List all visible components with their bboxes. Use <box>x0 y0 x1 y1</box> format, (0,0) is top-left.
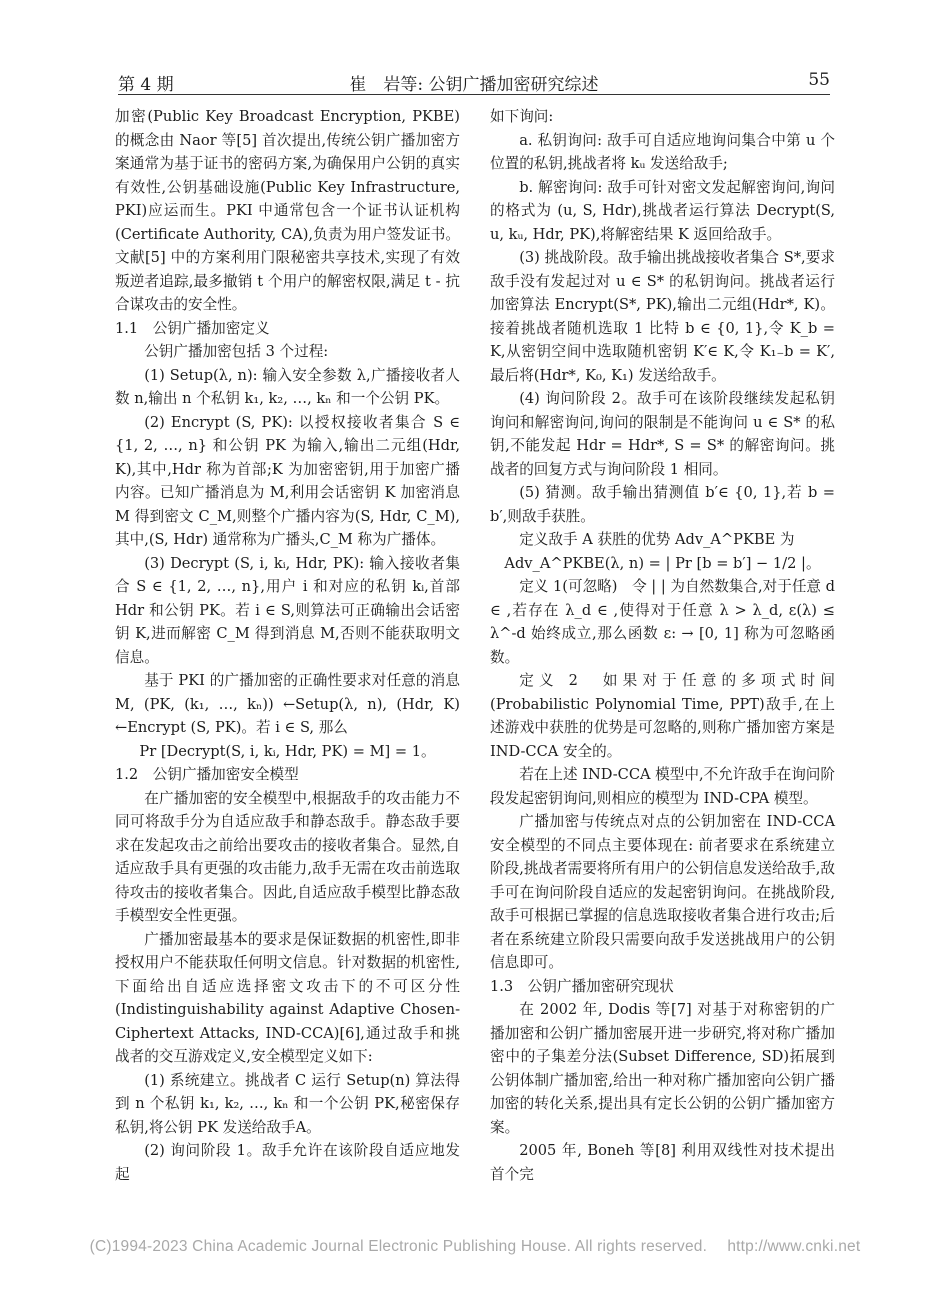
section-heading: 1.1 公钥广播加密定义 <box>115 319 270 337</box>
paragraph: 广播加密最基本的要求是保证数据的机密性,即非授权用户不能获取任何明文信息。针对数据的机密性,下面给出自适应选择密文攻击下的不可区分性(Indistinguishability against Adaptive Chosen-Ciphertext Attacks, IND-CCA)[6],通过敌手和挑战者的交互游戏定义,安全模型定义如下: <box>115 930 460 1065</box>
section-heading: 1.3 公钥广播加密研究现状 <box>490 977 674 995</box>
left-column <box>115 105 460 1186</box>
paragraph: 加密(Public Key Broadcast Encryption, PKBE)的概念由 Naor 等[5] 首次提出,传统公钥广播加密方案通常为基于证书的密码方案,为确保用户公钥的真实有效性,公钥基础设施(Public Key Infrastructure, PKI)应运而生。PKI 中通常包含一个证书认证机构(Certificate Authority, CA),负责为用户签发证书。文献[5] 中的方案利用门限秘密共享技术,实现了有效叛逆者追踪,最多撤销 t 个用户的解密权限,满足 t - 抗合谋攻击的安全性。 <box>115 108 460 313</box>
running-title: 崔 岩等: 公钥广播加密研究综述 <box>349 75 599 95</box>
paragraph: 如下询问: <box>490 108 554 125</box>
paragraph: a. 私钥询问: 敌手可自适应地询问集合中第 u 个位置的私钥,挑战者将 kᵤ 发送给敌手; <box>490 131 835 172</box>
equation: Adv_A^PKBE(λ, n) = | Pr [b = b′] − 1/2 |。 <box>504 554 821 572</box>
paragraph: 定义 2 如果对于任意的多项式时间(Probabilistic Polynomial Time, PPT)敌手,在上述游戏中获胜的优势是可忽略的,则称广播加密方案是 IND-CCA 安全的。 <box>490 672 835 760</box>
paragraph: (4) 询问阶段 2。敌手可在该阶段继续发起私钥询问和解密询问,询问的限制是不能询问 u ∈ S* 的私钥,不能发起 Hdr = Hdr*, S = S* 的解密询问。挑战者的回复方式与询问阶段 1 相同。 <box>490 390 835 478</box>
paragraph: (5) 猜测。敌手输出猜测值 b′∈ {0, 1},若 b = b′,则敌手获胜。 <box>490 484 835 525</box>
paragraph: 2005 年, Boneh 等[8] 利用双线性对技术提出首个完 <box>490 1142 835 1183</box>
paragraph: 在 2002 年, Dodis 等[7] 对基于对称密钥的广播加密和公钥广播加密展开进一步研究,将对称广播加密中的子集差分法(Subset Difference, SD)拓展到公钥体制广播加密,给出一种对称广播加密向公钥广播加密的转化关系,提出具有定长公钥的公钥广播加密方案。 <box>490 1001 835 1136</box>
paragraph: (2) 询问阶段 1。敌手允许在该阶段自适应地发起 <box>115 1142 460 1183</box>
paragraph: (1) Setup(λ, n): 输入安全参数 λ,广播接收者人数 n,输出 n 个私钥 k₁, k₂, …, kₙ 和一个公钥 PK。 <box>115 366 460 407</box>
issue-number: 第 4 期 <box>118 75 174 95</box>
paragraph: 若在上述 IND-CCA 模型中,不允许敌手在询问阶段发起密钥询问,则相应的模型为 IND-CPA 模型。 <box>490 766 835 807</box>
paragraph: 在广播加密的安全模型中,根据敌手的攻击能力不同可将敌手分为自适应敌手和静态敌手。静态敌手要求在发起攻击之前给出要攻击的接收者集合。显然,自适应敌手具有更强的攻击能力,敌手无需在攻击前选取待攻击的接收者集合。因此,自适应敌手模型比静态敌手模型安全性更强。 <box>115 789 460 924</box>
paragraph: 公钥广播加密包括 3 个过程: <box>144 343 329 360</box>
equation: Pr [Decrypt(S, i, kᵢ, Hdr, PK) = M] = 1。 <box>139 742 436 760</box>
running-header <box>118 62 830 95</box>
paragraph: 定义敌手 A 获胜的优势 Adv_A^PKBE 为 <box>519 531 795 548</box>
paragraph: 定义 1(可忽略) 令 | | 为自然数集合,对于任意 d ∈ ,若存在 λ_d ∈ ,使得对于任意 λ > λ_d, ε(λ) ≤ λ^-d 始终成立,那么函数 ε: → [0, 1] 称为可忽略函数。 <box>490 578 835 666</box>
paragraph: b. 解密询问: 敌手可针对密文发起解密询问,询问的格式为 (u, S, Hdr),挑战者运行算法 Decrypt(S, u, kᵤ, Hdr, PK),将解密结果 K 返回给敌手。 <box>490 178 835 243</box>
paragraph: (2) Encrypt (S, PK): 以授权接收者集合 S ∈ {1, 2, …, n} 和公钥 PK 为输入,输出二元组(Hdr, K),其中,Hdr 称为首部;K 为加密密钥,用于加密广播内容。已知广播消息为 M,利用会话密钥 K 加密消息 M 得到密文 C_M,则整个广播内容为(S, Hdr, C_M),其中,(S, Hdr) 通常称为广播头,C_M 称为广播体。 <box>115 413 460 548</box>
section-heading: 1.2 公钥广播加密安全模型 <box>115 766 299 783</box>
paragraph: (1) 系统建立。挑战者 C 运行 Setup(n) 算法得到 n 个私钥 k₁, k₂, …, kₙ 和一个公钥 PK,秘密保存私钥,将公钥 PK 发送给敌手A。 <box>115 1071 460 1136</box>
page-number: 55 <box>808 70 830 90</box>
paragraph: (3) Decrypt (S, i, kᵢ, Hdr, PK): 输入接收者集合 S ∈ {1, 2, …, n},用户 i 和对应的私钥 kᵢ,首部 Hdr 和公钥 PK。若 i ∈ S,则算法可正确输出会话密钥 K,进而解密 C_M 得到消息 M,否则不能获取明文信息。 <box>115 554 460 666</box>
right-column <box>490 105 835 1186</box>
paragraph: 广播加密与传统点对点的公钥加密在 IND-CCA 安全模型的不同点主要体现在: 前者要求在系统建立阶段,挑战者需要将所有用户的公钥信息发送给敌手,敌手可在询问阶段自适应的发起密钥询问。在挑战阶段,敌手可根据已掌握的信息选取接收者集合进行攻击;后者在系统建立阶段只需要向敌手发送挑战用户的公钥信息即可。 <box>490 813 835 971</box>
paragraph: 基于 PKI 的广播加密的正确性要求对任意的消息 M, (PK, (k₁, …, kₙ)) ←Setup(λ, n), (Hdr, K) ←Encrypt (S, PK)。若 i ∈ S, 那么 <box>115 672 460 736</box>
paragraph: (3) 挑战阶段。敌手输出挑战接收者集合 S*,要求敌手没有发起过对 u ∈ S* 的私钥询问。挑战者运行加密算法 Encrypt(S*, PK),输出二元组(Hdr*, K)。接着挑战者随机选取 1 比特 b ∈ {0, 1},令 K_b = K,从密钥空间中选取随机密钥 K′∈ K,令 K₁₋b = K′,最后将(Hdr*, K₀, K₁) 发送给敌手。 <box>490 249 835 384</box>
copyright-footer: (C)1994-2023 China Academic Journal Electronic Publishing House. All rights reserved. http://www.cnki.net <box>89 1238 861 1255</box>
